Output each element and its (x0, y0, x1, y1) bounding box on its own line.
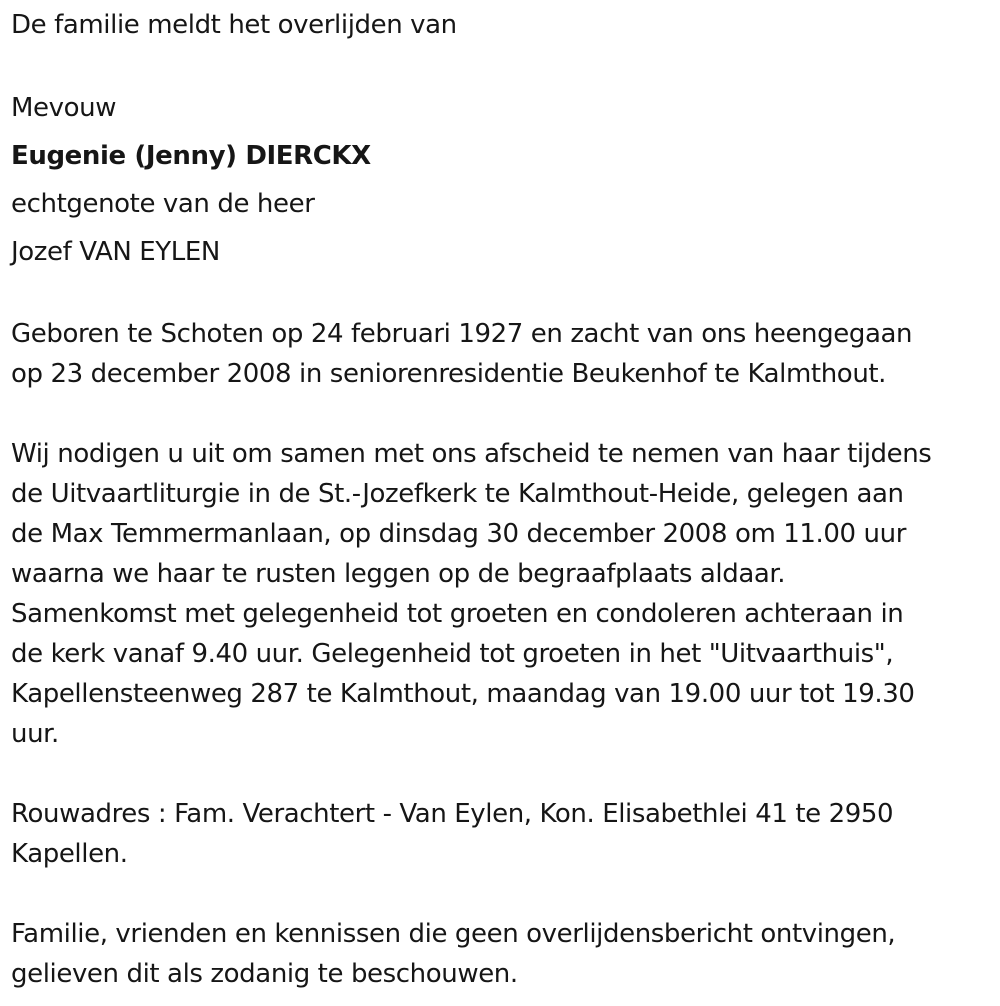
relation-text: echtgenote van de heer (11, 189, 315, 219)
text-line: Rouwadres : Fam. Verachtert - Van Eylen, Kon. Elisabethlei 41 te 2950 (11, 799, 894, 829)
text-line: Kapellensteenweg 287 te Kalmthout, maandag van 19.00 uur tot 19.30 (11, 679, 915, 709)
text-line: op 23 december 2008 in seniorenresidentie Beukenhof te Kalmthout. (11, 359, 887, 389)
birth-death-paragraph (11, 314, 996, 394)
deceased-block (11, 84, 996, 276)
text-line: gelieven dit als zodanig te beschouwen. (11, 959, 518, 989)
text-line: de Max Temmermanlaan, op dinsdag 30 december 2008 om 11.00 uur (11, 519, 906, 549)
spouse-name: Jozef VAN EYLEN (11, 237, 220, 267)
address-paragraph (11, 794, 996, 874)
death-notice (11, 0, 996, 994)
text-line: waarna we haar te rusten leggen op de begraafplaats aldaar. (11, 559, 786, 589)
closing-paragraph (11, 914, 996, 994)
text-line: Wij nodigen u uit om samen met ons afscheid te nemen van haar tijdens (11, 439, 932, 469)
text-line: Geboren te Schoten op 24 februari 1927 en zacht van ons heengegaan (11, 319, 913, 349)
text-line: Kapellen. (11, 839, 128, 869)
ceremony-paragraph (11, 434, 996, 754)
text-line: de Uitvaartliturgie in de St.-Jozefkerk te Kalmthout-Heide, gelegen aan (11, 479, 904, 509)
salutation: Mevouw (11, 93, 117, 123)
deceased-name: Eugenie (Jenny) DIERCKX (11, 141, 371, 171)
text-line: Samenkomst met gelegenheid tot groeten en condoleren achteraan in (11, 599, 904, 629)
text-line: uur. (11, 719, 59, 749)
text-line: de kerk vanaf 9.40 uur. Gelegenheid tot groeten in het "Uitvaarthuis", (11, 639, 894, 669)
intro-text: De familie meldt het overlijden van (11, 10, 457, 40)
text-line: Familie, vrienden en kennissen die geen overlijdensbericht ontvingen, (11, 919, 896, 949)
